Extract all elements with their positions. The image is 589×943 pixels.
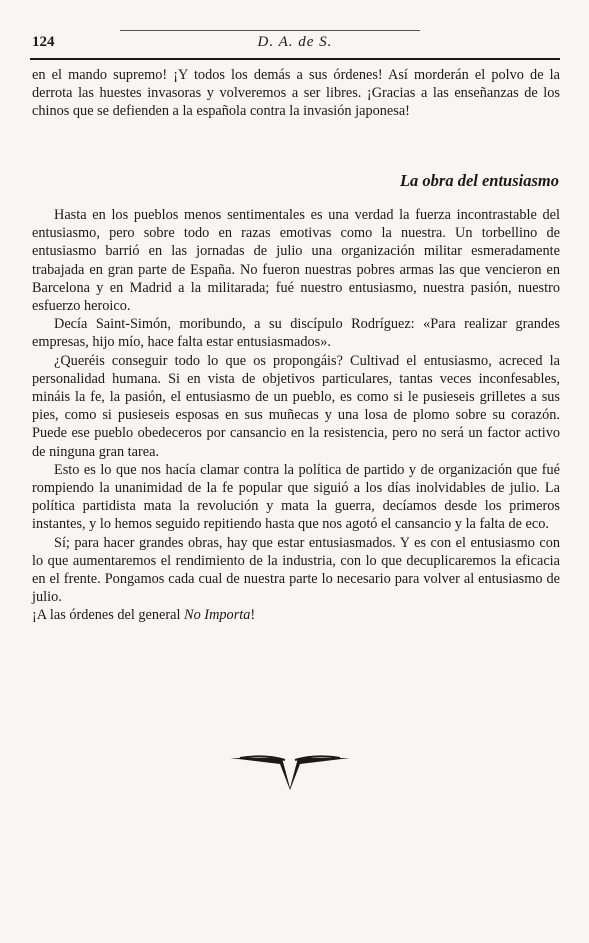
paragraph: Esto es lo que nos hacía clamar contra la política de partido y de organización que fué rompiendo la unanimidad de la fe popular que siguió a los días inolvidables de julio. La política partidista mata la revolución y mata la guerra, decíamos desde los primeros instantes, y lo hemos seguido repitiendo hasta que nos agotó el cansancio y la falta de eco.	[32, 461, 560, 533]
page-number: 124	[32, 34, 55, 50]
closing-italic: No Importa	[184, 607, 251, 624]
section-title: La obra del entusiasmo	[399, 171, 559, 190]
running-title: D. A. de S.	[257, 34, 333, 50]
header-rule	[30, 58, 560, 60]
paragraph: Decía Saint-Simón, moribundo, a su discípulo Rodríguez: «Para realizar grandes empresas, hijo mío, hace falta estar entusiasmados».	[32, 316, 560, 351]
closing-prefix: ¡A las órdenes del general	[32, 607, 185, 624]
paragraph: ¿Queréis conseguir todo lo que os propongáis? Cultivad el entusiasmo, acreced la personalidad humana. Si en vista de objetivos particulares, tantas veces inconfesables, mináis la fe, la pasión, el entusiasmo de un pueblo, es como si le pusieseis grilletes a sus pies, como si pusieseis esposas en sus muñecas y una losa de plomo sobre su corazón. Puede ese pueblo obedeceros por cansancio en la resistencia, pero no será un factor activo de ninguna gran tarea.	[32, 352, 560, 460]
ornament-icon	[230, 752, 350, 792]
paragraph: Hasta en los pueblos menos sentimentales es una verdad la fuerza incontrastable del entusiasmo, pero sobre todo en razas emotivas como la nuestra. Un torbellino de entusiasmo barrió en las jornadas de julio una organización militar esmeradamente trabajada en gran parte de España. No fueron nuestras pobres armas las que vencieron en Barcelona y en Madrid a la militarada; fué nuestro entusiasmo, nuestra pasión, nuestro esfuerzo heroico.	[32, 207, 560, 315]
paragraph: Sí; para hacer grandes obras, hay que estar entusiasmados. Y es con el entusiasmo con lo que aumentaremos el rendimiento de la industria, con lo que decuplicaremos la eficacia en el frente. Pongamos cada cual de nuestra parte lo necesario para volver al entusiasmo de julio.	[32, 534, 560, 606]
closing-suffix: !	[250, 607, 256, 624]
page-header	[30, 28, 560, 54]
intro-paragraph	[32, 66, 560, 121]
section-body	[32, 206, 560, 625]
closing-line	[32, 606, 560, 624]
intro-text: en el mando supremo! ¡Y todos los demás a sus órdenes! Así morderán el polvo de la derrota las huestes invasoras y volveremos a ser libres. ¡Gracias a las enseñanzas de los chinos que se defienden a la española contra la invasión japonesa!	[32, 67, 560, 120]
